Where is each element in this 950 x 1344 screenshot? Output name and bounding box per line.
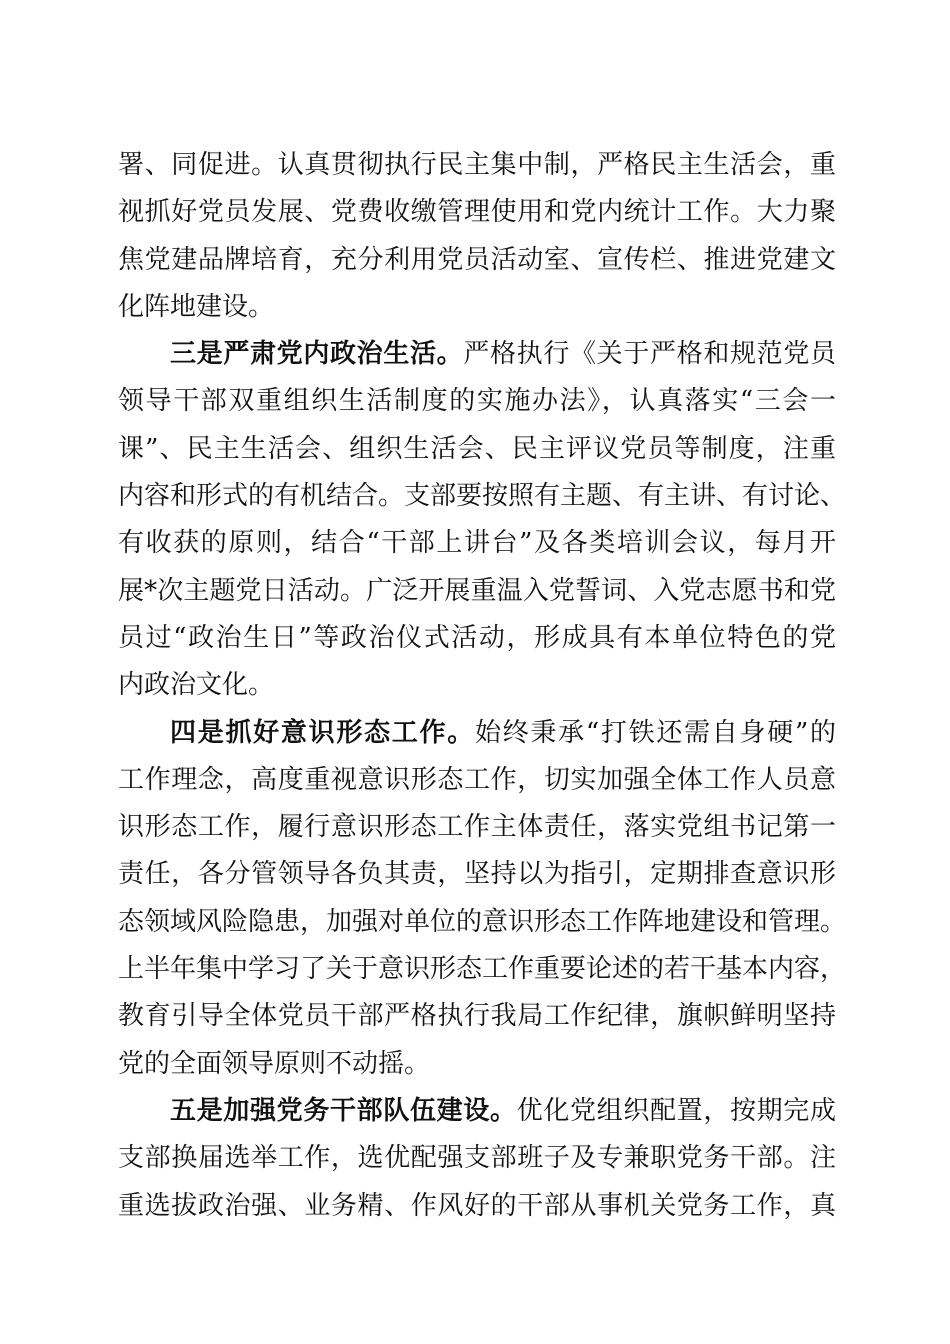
document-body bbox=[118, 142, 847, 1230]
text-line: 工作理念，高度重视意识形态工作，切实加强全体工作人员意 bbox=[118, 764, 836, 795]
paragraph-political-life bbox=[118, 331, 847, 709]
paragraph-first-line bbox=[118, 710, 836, 757]
text-line: 领导干部双重组织生活制度的实施办法》，认真落实“三会一 bbox=[118, 386, 836, 417]
text-line: 展*次主题党日活动。广泛开展重温入党誓词、入党志愿书和党 bbox=[118, 575, 836, 606]
text-line: 支部换届选举工作，选优配强支部班子及专兼职党务干部。注 bbox=[118, 1143, 836, 1174]
text-line: 党的全面领导原则不动摇。 bbox=[118, 1048, 431, 1079]
text-line: 重选拔政治强、业务精、作风好的干部从事机关党务工作，真 bbox=[118, 1190, 836, 1221]
text-line: 课”、民主生活会、组织生活会、民主评议党员等制度，注重 bbox=[118, 433, 836, 464]
paragraph-ideology-work bbox=[118, 710, 847, 1088]
paragraph-first-line bbox=[118, 1088, 836, 1135]
text-line: 内政治文化。 bbox=[118, 670, 275, 701]
paragraph-lead-heading: 三是严肃党内政治生活。 bbox=[170, 339, 464, 370]
paragraph-first-line bbox=[118, 331, 836, 378]
text-line: 视抓好党员发展、党费收缴管理使用和党内统计工作。大力聚 bbox=[118, 197, 836, 228]
text-line: 识形态工作，履行意识形态工作主体责任，落实党组书记第一 bbox=[118, 812, 836, 843]
text-line: 化阵地建设。 bbox=[118, 291, 275, 322]
text-line: 态领域风险隐患，加强对单位的意识形态工作阵地建设和管理。 bbox=[118, 906, 847, 937]
text-line: 责任，各分管领导各负其责，坚持以为指引，定期排查意识形 bbox=[118, 859, 836, 890]
text-fragment: 严格执行《关于严格和规范党员 bbox=[463, 339, 836, 370]
paragraph-cadre-team bbox=[118, 1088, 836, 1230]
text-line: 员过“政治生日”等政治仪式活动，形成具有本单位特色的党 bbox=[118, 622, 836, 653]
paragraph-lead-heading: 四是抓好意识形态工作。 bbox=[170, 717, 475, 748]
text-line: 内容和形式的有机结合。支部要按照有主题、有主讲、有讨论、 bbox=[118, 481, 847, 512]
text-line: 有收获的原则，结合“干部上讲台”及各类培训会议，每月开 bbox=[118, 528, 836, 559]
text-line: 上半年集中学习了关于意识形态工作重要论述的若干基本内容， bbox=[118, 954, 847, 985]
text-line: 焦党建品牌培育，充分利用党员活动室、宣传栏、推进党建文 bbox=[118, 244, 836, 275]
text-line: 教育引导全体党员干部严格执行我局工作纪律，旗帜鲜明坚持 bbox=[118, 1001, 836, 1032]
text-fragment: 优化党组织配置，按期完成 bbox=[516, 1095, 836, 1126]
paragraph-lead-heading: 五是加强党务干部队伍建设。 bbox=[170, 1095, 517, 1126]
paragraph-party-building bbox=[118, 142, 836, 331]
text-fragment: 始终秉承“打铁还需自身硬”的 bbox=[474, 717, 836, 748]
text-line: 署、同促进。认真贯彻执行民主集中制，严格民主生活会，重 bbox=[118, 150, 836, 180]
